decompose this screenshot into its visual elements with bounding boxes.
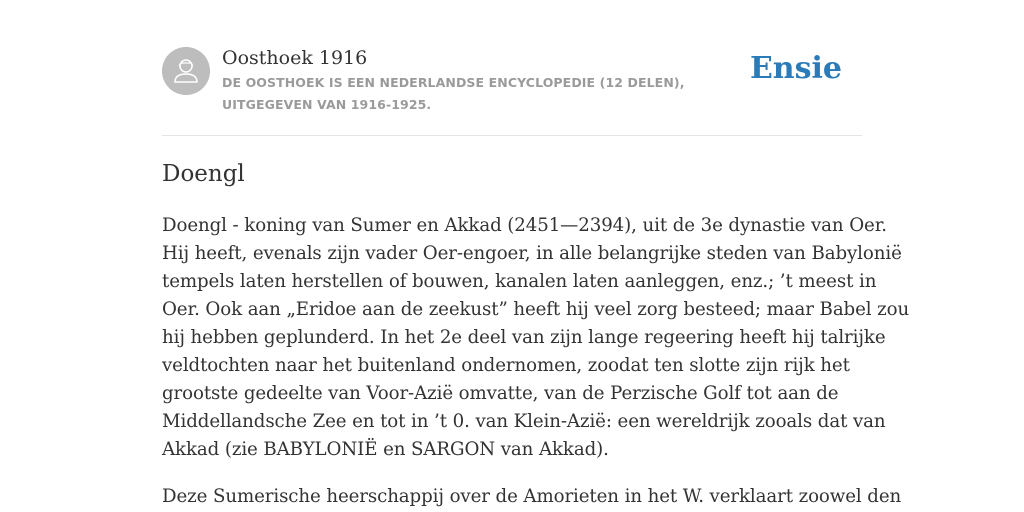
text-line: hij hebben geplunderd. In het 2e deel van zijn lange regeering heeft hij talrijke <box>162 327 886 348</box>
text-line: Doengl - koning van Sumer en Akkad (2451—2394), uit de 3e dynastie van Oer. <box>162 215 887 236</box>
source-header <box>162 46 862 136</box>
source-avatar[interactable] <box>162 47 210 95</box>
entry-title: Doengl <box>162 161 245 187</box>
source-title-link[interactable]: Oosthoek 1916 <box>222 47 368 69</box>
article-paragraph <box>162 212 910 464</box>
text-line: Hij heeft, evenals zijn vader Oer-engoer, in alle belangrijke steden van Babylonië <box>162 243 902 264</box>
text-line: Middellandsche Zee en tot in ’t 0. van Klein-Azië: een wereldrijk zooals dat van <box>162 411 886 432</box>
article-body <box>162 212 910 512</box>
text-line: veldtochten naar het buitenland ondernomen, zoodat ten slotte zijn rijk het <box>162 355 850 376</box>
article-paragraph <box>162 483 902 511</box>
user-icon <box>162 47 210 95</box>
text-line: tempels laten herstellen of bouwen, kanalen laten aanleggen, enz.; ’t meest in <box>162 271 877 292</box>
text-line: grootste gedeelte van Voor-Azië omvatte, van de Perzische Golf tot aan de <box>162 383 839 404</box>
header-divider <box>162 135 862 136</box>
source-description: DE OOSTHOEK IS EEN NEDERLANDSE ENCYCLOPEDIE (12 DELEN), UITGEGEVEN VAN 1916-1925. <box>222 75 685 112</box>
text-line: Deze Sumerische heerschappij over de Amorieten in het W. verklaart zoowel den <box>162 486 902 507</box>
text-line: Akkad (zie BABYLONIË en SARGON van Akkad). <box>162 439 609 460</box>
ensie-logo-link[interactable]: Ensie <box>749 51 842 86</box>
text-line: Oer. Ook aan „Eridoe aan de zeekust” heeft hij veel zorg besteed; maar Babel zou <box>162 299 910 320</box>
